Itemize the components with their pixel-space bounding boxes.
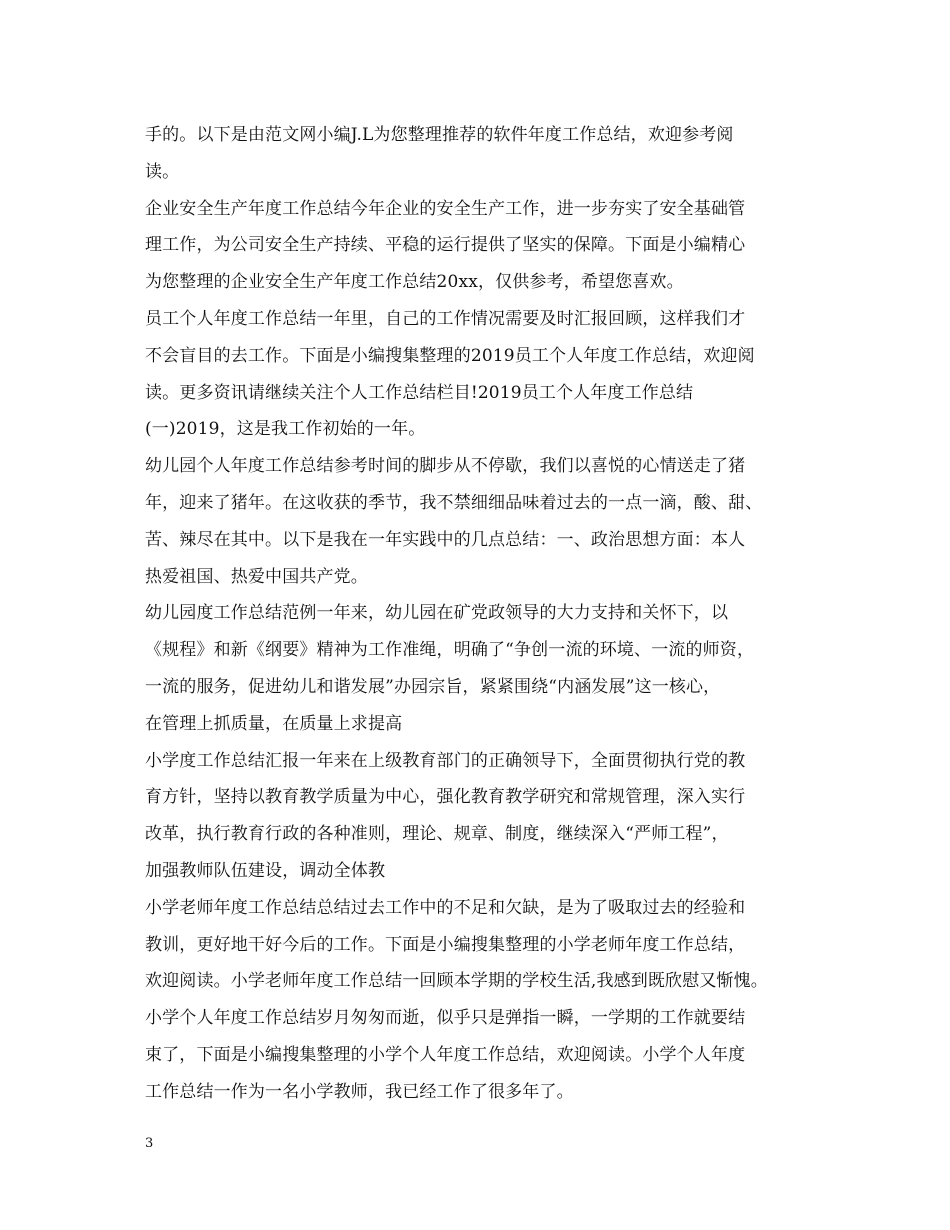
text-line: 苦、辣尽在其中。以下是我在一年实践中的几点总结：一、政治思想方面：本人 (145, 529, 746, 550)
text-line: 加强教师队伍建设，调动全体教 (145, 860, 386, 881)
text-line: 理工作，为公司安全生产持续、平稳的运行提供了坚实的保障。下面是小编精心 (145, 235, 746, 256)
text-line: (一)2019，这是我工作初始的一年。 (145, 419, 426, 440)
text-line: 《规程》和新《纲要》精神为工作准绳，明确了“争创一流的环境、一流的师资， (145, 640, 755, 661)
text-line: 不会盲目的去工作。下面是小编搜集整理的2019员工个人年度工作总结，欢迎阅 (145, 345, 755, 366)
text-line: 小学度工作总结汇报一年来在上级教育部门的正确领导下，全面贯彻执行党的教 (145, 750, 746, 771)
text-line: 教训，更好地干好今后的工作。下面是小编搜集整理的小学老师年度工作总结， (145, 934, 746, 955)
text-line: 为您整理的企业安全生产年度工作总结20xx，仅供参考，希望您喜欢。 (145, 272, 684, 293)
text-line: 读。 (145, 161, 180, 182)
text-line: 员工个人年度工作总结一年里，自己的工作情况需要及时汇报回顾，这样我们才 (145, 308, 746, 329)
page-number: 3 (145, 1136, 154, 1151)
text-line: 工作总结一作为一名小学教师，我已经工作了很多年了。 (145, 1081, 574, 1102)
text-line: 读。更多资讯请继续关注个人工作总结栏目!2019员工个人年度工作总结 (145, 382, 694, 403)
text-line: 幼儿园个人年度工作总结参考时间的脚步从不停歇，我们以喜悦的心情送走了猪 (145, 456, 746, 477)
text-line: 在管理上抓质量，在质量上求提高 (145, 713, 403, 734)
text-line: 小学老师年度工作总结总结过去工作中的不足和欠缺，是为了吸取过去的经验和 (145, 897, 746, 918)
text-line: 企业安全生产年度工作总结今年企业的安全生产工作，进一步夯实了安全基础管 (145, 198, 746, 219)
text-line: 年，迎来了猪年。在这收获的季节，我不禁细细品味着过去的一点一滴，酸、甜、 (145, 492, 763, 513)
text-line: 改革，执行教育行政的各种准则，理论、规章、制度，继续深入“严师工程”， (145, 824, 729, 845)
text-line: 育方针，坚持以教育教学质量为中心，强化教育教学研究和常规管理，深入实行 (145, 787, 746, 808)
text-line: 束了，下面是小编搜集整理的小学个人年度工作总结，欢迎阅读。小学个人年度 (145, 1044, 746, 1065)
text-line: 幼儿园度工作总结范例一年来，幼儿园在矿党政领导的大力支持和关怀下，以 (145, 603, 729, 624)
text-line: 手的。以下是由范文网小编J.L为您整理推荐的软件年度工作总结，欢迎参考阅 (145, 125, 734, 145)
body-text (145, 117, 835, 1111)
text-line: 欢迎阅读。小学老师年度工作总结一回顾本学期的学校生活,我感到既欣慰又惭愧。 (145, 971, 768, 992)
text-line: 热爱祖国、热爱中国共产党。 (145, 566, 368, 587)
text-line: 小学个人年度工作总结岁月匆匆而逝，似乎只是弹指一瞬，一学期的工作就要结 (145, 1008, 746, 1029)
text-line: 一流的服务，促进幼儿和谐发展”办园宗旨，紧紧围绕“内涵发展”这一核心， (145, 676, 721, 697)
